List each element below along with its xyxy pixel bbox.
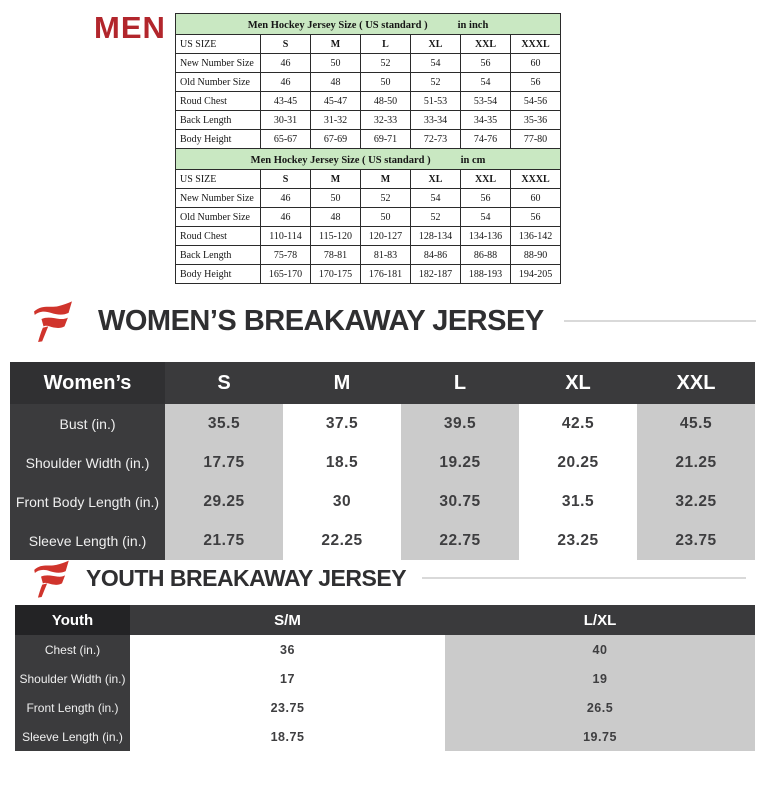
- value-cell: 20.25: [519, 443, 637, 482]
- row-label: New Number Size: [176, 54, 261, 73]
- value-cell: 88-90: [511, 246, 561, 265]
- size-header-label: US SIZE: [176, 170, 261, 189]
- value-cell: 31.5: [519, 482, 637, 521]
- value-cell: 50: [361, 73, 411, 92]
- value-cell: 23.25: [519, 521, 637, 560]
- value-cell: 51-53: [411, 92, 461, 111]
- row-label: New Number Size: [176, 189, 261, 208]
- row-label: Body Height: [176, 130, 261, 149]
- youth-section-title: YOUTH BREAKAWAY JERSEY: [86, 564, 407, 591]
- table-row: [176, 189, 561, 208]
- value-cell: 35.5: [165, 404, 283, 443]
- size-header-cell: XL: [411, 170, 461, 189]
- value-cell: 39.5: [401, 404, 519, 443]
- value-cell: 22.25: [283, 521, 401, 560]
- value-cell: 75-78: [261, 246, 311, 265]
- value-cell: 54: [461, 73, 511, 92]
- size-header-row: [176, 170, 561, 189]
- value-cell: 50: [311, 189, 361, 208]
- value-cell: 54-56: [511, 92, 561, 111]
- row-label: Sleeve Length (in.): [15, 722, 130, 751]
- value-cell: 115-120: [311, 227, 361, 246]
- corner-header-cell: Women’s: [10, 362, 165, 404]
- row-label: Chest (in.): [15, 635, 130, 664]
- value-cell: 134-136: [461, 227, 511, 246]
- size-header-cell: M: [283, 362, 401, 404]
- value-cell: 19.75: [445, 722, 755, 751]
- women-size-table: [10, 362, 755, 560]
- size-header-cell: L/XL: [445, 605, 755, 635]
- value-cell: 23.75: [130, 693, 445, 722]
- table-row: [15, 664, 755, 693]
- value-cell: 56: [511, 73, 561, 92]
- value-cell: 136-142: [511, 227, 561, 246]
- table-row: [176, 111, 561, 130]
- table-row: [176, 265, 561, 284]
- size-header-cell: S: [261, 35, 311, 54]
- row-label: Back Length: [176, 111, 261, 130]
- value-cell: 46: [261, 189, 311, 208]
- value-cell: 52: [411, 208, 461, 227]
- table-row: [15, 635, 755, 664]
- value-cell: 19.25: [401, 443, 519, 482]
- value-cell: 19: [445, 664, 755, 693]
- value-cell: 32-33: [361, 111, 411, 130]
- row-label: Old Number Size: [176, 73, 261, 92]
- value-cell: 128-134: [411, 227, 461, 246]
- value-cell: 110-114: [261, 227, 311, 246]
- size-header-label: US SIZE: [176, 35, 261, 54]
- table-row: [15, 722, 755, 751]
- value-cell: 23.75: [637, 521, 755, 560]
- fanatics-flag-logo-icon: [33, 559, 70, 598]
- value-cell: 120-127: [361, 227, 411, 246]
- value-cell: 31-32: [311, 111, 361, 130]
- value-cell: 176-181: [361, 265, 411, 284]
- table-row: [15, 693, 755, 722]
- value-cell: 86-88: [461, 246, 511, 265]
- fanatics-flag-logo-icon: [28, 300, 78, 342]
- value-cell: 194-205: [511, 265, 561, 284]
- value-cell: 34-35: [461, 111, 511, 130]
- table-unit-text: in inch: [457, 20, 489, 31]
- table-title-row: [176, 149, 561, 170]
- row-label: Body Height: [176, 265, 261, 284]
- row-label: Front Body Length (in.): [10, 482, 165, 521]
- value-cell: 54: [411, 54, 461, 73]
- table-row: [10, 443, 755, 482]
- value-cell: 67-69: [311, 130, 361, 149]
- size-header-row: [10, 362, 755, 404]
- value-cell: 26.5: [445, 693, 755, 722]
- value-cell: 21.25: [637, 443, 755, 482]
- value-cell: 52: [361, 54, 411, 73]
- value-cell: 35-36: [511, 111, 561, 130]
- size-header-cell: S: [165, 362, 283, 404]
- men-size-tables: [175, 13, 560, 284]
- value-cell: 33-34: [411, 111, 461, 130]
- value-cell: 37.5: [283, 404, 401, 443]
- women-section-title: WOMEN’S BREAKAWAY JERSEY: [98, 304, 544, 337]
- value-cell: 77-80: [511, 130, 561, 149]
- size-header-cell: M: [361, 170, 411, 189]
- table-title-cell: [176, 149, 561, 170]
- value-cell: 74-76: [461, 130, 511, 149]
- value-cell: 45-47: [311, 92, 361, 111]
- value-cell: 53-54: [461, 92, 511, 111]
- row-label: Sleeve Length (in.): [10, 521, 165, 560]
- row-label: Shoulder Width (in.): [10, 443, 165, 482]
- table-title-cell: [176, 14, 561, 35]
- value-cell: 50: [361, 208, 411, 227]
- value-cell: 40: [445, 635, 755, 664]
- size-header-cell: XXXL: [511, 35, 561, 54]
- size-header-row: [176, 35, 561, 54]
- value-cell: 32.25: [637, 482, 755, 521]
- value-cell: 56: [461, 54, 511, 73]
- youth-section-header: [33, 558, 746, 598]
- size-header-row: [15, 605, 755, 635]
- size-header-cell: XXL: [461, 170, 511, 189]
- size-header-cell: S: [261, 170, 311, 189]
- value-cell: 52: [361, 189, 411, 208]
- size-header-cell: M: [311, 170, 361, 189]
- value-cell: 84-86: [411, 246, 461, 265]
- value-cell: 42.5: [519, 404, 637, 443]
- value-cell: 46: [261, 73, 311, 92]
- value-cell: 30: [283, 482, 401, 521]
- value-cell: 21.75: [165, 521, 283, 560]
- row-label: Roud Chest: [176, 227, 261, 246]
- value-cell: 48: [311, 208, 361, 227]
- value-cell: 182-187: [411, 265, 461, 284]
- value-cell: 30.75: [401, 482, 519, 521]
- size-header-cell: S/M: [130, 605, 445, 635]
- table-row: [10, 482, 755, 521]
- divider-line: [564, 320, 756, 322]
- value-cell: 46: [261, 208, 311, 227]
- size-header-cell: XL: [519, 362, 637, 404]
- value-cell: 81-83: [361, 246, 411, 265]
- men-size-table-cm: [175, 148, 561, 284]
- row-label: Front Length (in.): [15, 693, 130, 722]
- value-cell: 52: [411, 73, 461, 92]
- value-cell: 56: [511, 208, 561, 227]
- value-cell: 170-175: [311, 265, 361, 284]
- value-cell: 30-31: [261, 111, 311, 130]
- youth-size-table: [15, 605, 755, 751]
- table-title-row: [176, 14, 561, 35]
- value-cell: 165-170: [261, 265, 311, 284]
- row-label: Bust (in.): [10, 404, 165, 443]
- value-cell: 18.5: [283, 443, 401, 482]
- value-cell: 188-193: [461, 265, 511, 284]
- value-cell: 36: [130, 635, 445, 664]
- table-title-text: Men Hockey Jersey Size ( US standard ): [247, 20, 428, 31]
- value-cell: 78-81: [311, 246, 361, 265]
- table-row: [176, 54, 561, 73]
- value-cell: 60: [511, 54, 561, 73]
- value-cell: 56: [461, 189, 511, 208]
- row-label: Shoulder Width (in.): [15, 664, 130, 693]
- men-section-title: MEN: [94, 10, 166, 45]
- value-cell: 54: [461, 208, 511, 227]
- size-header-cell: XXL: [461, 35, 511, 54]
- table-row: [176, 208, 561, 227]
- corner-header-cell: Youth: [15, 605, 130, 635]
- value-cell: 48: [311, 73, 361, 92]
- value-cell: 72-73: [411, 130, 461, 149]
- value-cell: 60: [511, 189, 561, 208]
- value-cell: 45.5: [637, 404, 755, 443]
- row-label: Old Number Size: [176, 208, 261, 227]
- size-header-cell: XL: [411, 35, 461, 54]
- size-header-cell: L: [401, 362, 519, 404]
- table-row: [10, 404, 755, 443]
- value-cell: 54: [411, 189, 461, 208]
- table-row: [176, 73, 561, 92]
- size-header-cell: M: [311, 35, 361, 54]
- size-header-cell: XXXL: [511, 170, 561, 189]
- men-size-table-inch: [175, 13, 561, 149]
- value-cell: 17: [130, 664, 445, 693]
- value-cell: 43-45: [261, 92, 311, 111]
- value-cell: 50: [311, 54, 361, 73]
- value-cell: 65-67: [261, 130, 311, 149]
- size-header-cell: XXL: [637, 362, 755, 404]
- value-cell: 69-71: [361, 130, 411, 149]
- value-cell: 29.25: [165, 482, 283, 521]
- value-cell: 18.75: [130, 722, 445, 751]
- table-row: [176, 130, 561, 149]
- table-row: [176, 227, 561, 246]
- table-row: [176, 246, 561, 265]
- table-unit-text: in cm: [460, 155, 486, 166]
- row-label: Roud Chest: [176, 92, 261, 111]
- value-cell: 22.75: [401, 521, 519, 560]
- table-row: [10, 521, 755, 560]
- divider-line: [422, 577, 746, 579]
- table-row: [176, 92, 561, 111]
- value-cell: 48-50: [361, 92, 411, 111]
- table-title-text: Men Hockey Jersey Size ( US standard ): [250, 155, 431, 166]
- row-label: Back Length: [176, 246, 261, 265]
- size-header-cell: L: [361, 35, 411, 54]
- value-cell: 46: [261, 54, 311, 73]
- value-cell: 17.75: [165, 443, 283, 482]
- women-section-header: [28, 300, 756, 342]
